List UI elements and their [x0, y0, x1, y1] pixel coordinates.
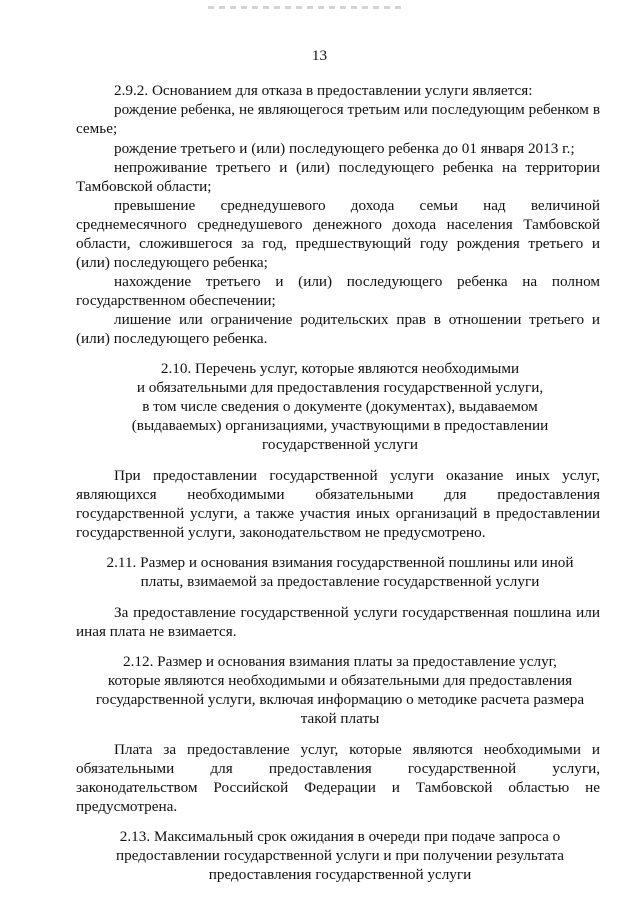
section-title: государственной услуги, включая информацию о методике расчета размера — [95, 691, 585, 708]
paragraph-line: государственной услуги, законодательством не предусмотрено. — [76, 524, 486, 541]
paragraph-line: При предоставлении государственной услуги оказание иных услуг, — [114, 467, 600, 484]
paragraph-line: рождение третьего и (или) последующего ребенка до 01 января 2013 г.; — [114, 140, 575, 157]
paragraph-line: предусмотрена. — [76, 798, 178, 815]
paragraph-line: непроживание третьего и (или) последующего ребенка на территории — [114, 159, 600, 176]
section-title: 2.11. Размер и основания взимания государственной пошлины или иной — [106, 554, 574, 571]
section-title: предоставления государственной услуги — [208, 866, 472, 883]
paragraph-line: области, сложившегося за год, предшествующий году рождения третьего и — [76, 235, 600, 252]
section-title: в том числе сведения о документе (документах), выдаваемом — [142, 398, 538, 415]
section-title: 2.12. Размер и основания взимания платы за предоставление услуг, — [123, 653, 557, 670]
paragraph-line: семье; — [76, 120, 118, 137]
section-title: 2.10. Перечень услуг, которые являются необходимыми — [160, 360, 520, 377]
paragraph-line: превышение среднедушевого дохода семьи над величиной — [114, 197, 600, 214]
paragraph-line: иная плата не взимается. — [76, 623, 237, 640]
paragraph-line: рождение ребенка, не являющегося третьим или последующим ребенком в — [114, 101, 600, 118]
section-title: которые являются необходимыми и обязательными для предоставления — [107, 672, 573, 689]
paragraph-line: Тамбовской области; — [76, 178, 212, 195]
section-title: 2.13. Максимальный срок ожидания в очереди при подаче запроса о — [119, 828, 561, 845]
paragraph-line: обязательными для предоставления государственной услуги, — [76, 760, 600, 777]
paragraph-line: Плата за предоставление услуг, которые являются необходимыми и — [114, 741, 600, 758]
page-number: 13 — [311, 47, 328, 64]
paragraph-line: нахождение третьего и (или) последующего ребенка на полном — [114, 273, 600, 290]
section-title: государственной услуги — [262, 436, 418, 453]
section-title: и обязательными для предоставления государственной услуги, — [136, 379, 544, 396]
section-heading: 2.9.2. Основанием для отказа в предоставлении услуги является: — [114, 82, 533, 99]
paragraph-line: (или) последующего ребенка. — [76, 330, 268, 347]
paragraph-line: За предоставление государственной услуги государственная пошлина или — [114, 604, 600, 621]
paragraph-line: (или) последующего ребенка; — [76, 254, 268, 271]
section-title: платы, взимаемой за предоставление государственной услуги — [140, 573, 540, 590]
paragraph-line: лишение или ограничение родительских прав в отношении третьего и — [114, 311, 600, 328]
paragraph-line: законодательством Российской Федерации и Тамбовской областью не — [76, 779, 600, 796]
section-title: предоставлении государственной услуги и при получении результата — [115, 847, 565, 864]
paragraph-line: государственном обеспечении; — [76, 292, 276, 309]
paragraph-line: среднемесячного среднедушевого денежного дохода населения Тамбовской — [76, 216, 600, 233]
scan-artifact — [208, 6, 404, 9]
paragraph-line: являющихся необходимыми обязательными для предоставления — [76, 486, 600, 503]
section-title: (выдаваемых) организациями, участвующими в предоставлении — [131, 417, 549, 434]
section-title: такой платы — [300, 710, 380, 727]
paragraph-line: государственной услуги, а также участия иных организаций в предоставлении — [76, 505, 600, 522]
